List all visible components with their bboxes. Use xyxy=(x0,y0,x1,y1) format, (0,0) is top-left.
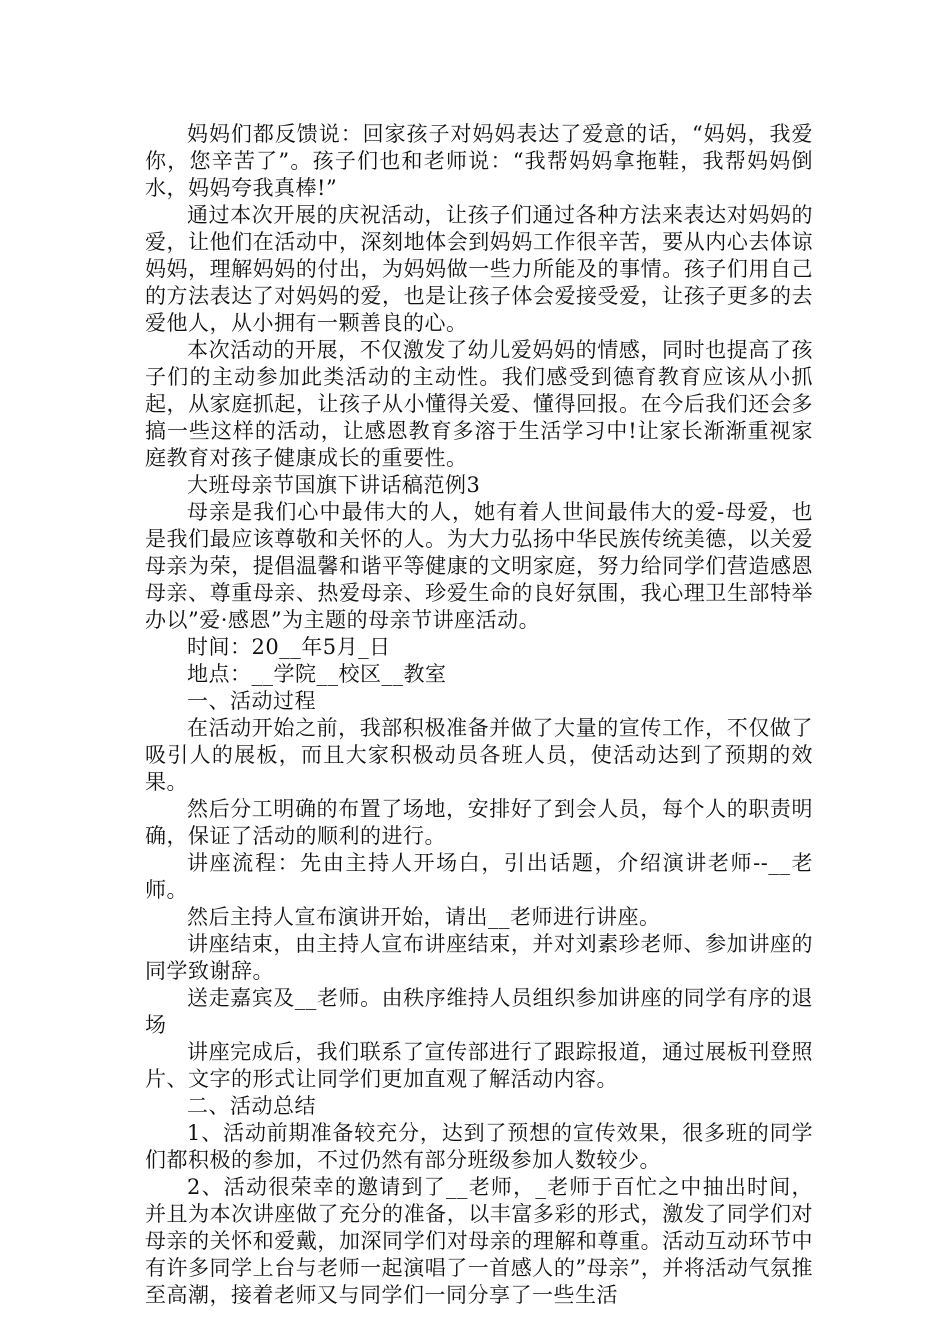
paragraph-preparation: 在活动开始之前，我部积极准备并做了大量的宣传工作，不仅做了吸引人的展板，而且大家积极动员各班人员，使活动达到了预期的效果。 xyxy=(145,716,813,794)
paragraph-lecture-end: 讲座结束，由主持人宣布讲座结束，并对刘素珍老师、参加讲座的同学致谢辞。 xyxy=(145,932,813,983)
heading-activity-process: 一、活动过程 xyxy=(187,689,316,713)
event-time: 时间：20__年5月_日 xyxy=(187,635,391,659)
paragraph-lecture-flow: 讲座流程：先由主持人开场白，引出话题，介绍演讲老师--__老师。 xyxy=(145,851,813,902)
paragraph-venue-setup: 然后分工明确的布置了场地，安排好了到会人员，每个人的职责明确，保证了活动的顺利的进行。 xyxy=(145,797,813,848)
heading-activity-summary: 二、活动总结 xyxy=(187,1094,316,1118)
paragraph-activity-significance: 本次活动的开展，不仅激发了幼儿爱妈妈的情感，同时也提高了孩子们的主动参加此类活动的主动性。我们感受到德育教育应该从小抓起，从家庭抓起，让孩子从小懂得关爱、懂得回报。在今后我们还会多搞一些这样的活动，让感恩教育多溶于生活学习中!让家长渐渐重视家庭教育对孩子健康成长的重要性。 xyxy=(145,338,813,470)
paragraph-mothers-feedback: 妈妈们都反馈说：回家孩子对妈妈表达了爱意的话，“妈妈，我爱你，您辛苦了”。孩子们也和老师说：“我帮妈妈拿拖鞋，我帮妈妈倒水，妈妈夸我真棒!” xyxy=(145,122,813,200)
paragraph-summary-2: 2、活动很荣幸的邀请到了__老师，_老师于百忙之中抽出时间，并且为本次讲座做了充分的准备，以丰富多彩的形式，激发了同学们对母亲的关怀和爱戴，加深同学们对母亲的理解和尊重。活动互动环节中有许多同学上台与老师一起演唱了一首感人的”母亲”，并将活动气氛推至高潮，接着老师又与同学们一同分享了一些生活 xyxy=(145,1175,813,1307)
paragraph-summary-1: 1、活动前期准备较充分，达到了预想的宣传效果，很多班的同学们都积极的参加，不过仍然有部分班级参加人数较少。 xyxy=(145,1121,813,1172)
section-title: 大班母亲节国旗下讲话稿范例3 xyxy=(187,473,481,497)
paragraph-follow-up: 讲座完成后，我们联系了宣传部进行了跟踪报道，通过展板刊登照片、文字的形式让同学们更加直观了解活动内容。 xyxy=(145,1040,813,1091)
event-location: 地点：__学院__校区__教室 xyxy=(187,662,447,686)
paragraph-exit: 送走嘉宾及__老师。由秩序维持人员组织参加讲座的同学有序的退场 xyxy=(145,986,813,1037)
document-body xyxy=(145,121,813,1309)
paragraph-celebration-activity: 通过本次开展的庆祝活动，让孩子们通过各种方法来表达对妈妈的爱，让他们在活动中，深刻地体会到妈妈工作很辛苦，要从内心去体谅妈妈，理解妈妈的付出，为妈妈做一些力所能及的事情。孩子们用自己的方法表达了对妈妈的爱，也是让孩子体会爱接受爱，让孩子更多的去爱他人，从小拥有一颗善良的心。 xyxy=(145,203,813,335)
paragraph-lecture-start: 然后主持人宣布演讲开始，请出__老师进行讲座。 xyxy=(187,905,661,929)
paragraph-introduction: 母亲是我们心中最伟大的人，她有着人世间最伟大的爱-母爱，也是我们最应该尊敬和关怀的人。为大力弘扬中华民族传统美德，以关爱母亲为荣，提倡温馨和谐平等健康的文明家庭，努力给同学们营造感恩母亲、尊重母亲、热爱母亲、珍爱生命的良好氛围，我心理卫生部特举办以”爱·感恩”为主题的母亲节讲座活动。 xyxy=(145,500,813,632)
